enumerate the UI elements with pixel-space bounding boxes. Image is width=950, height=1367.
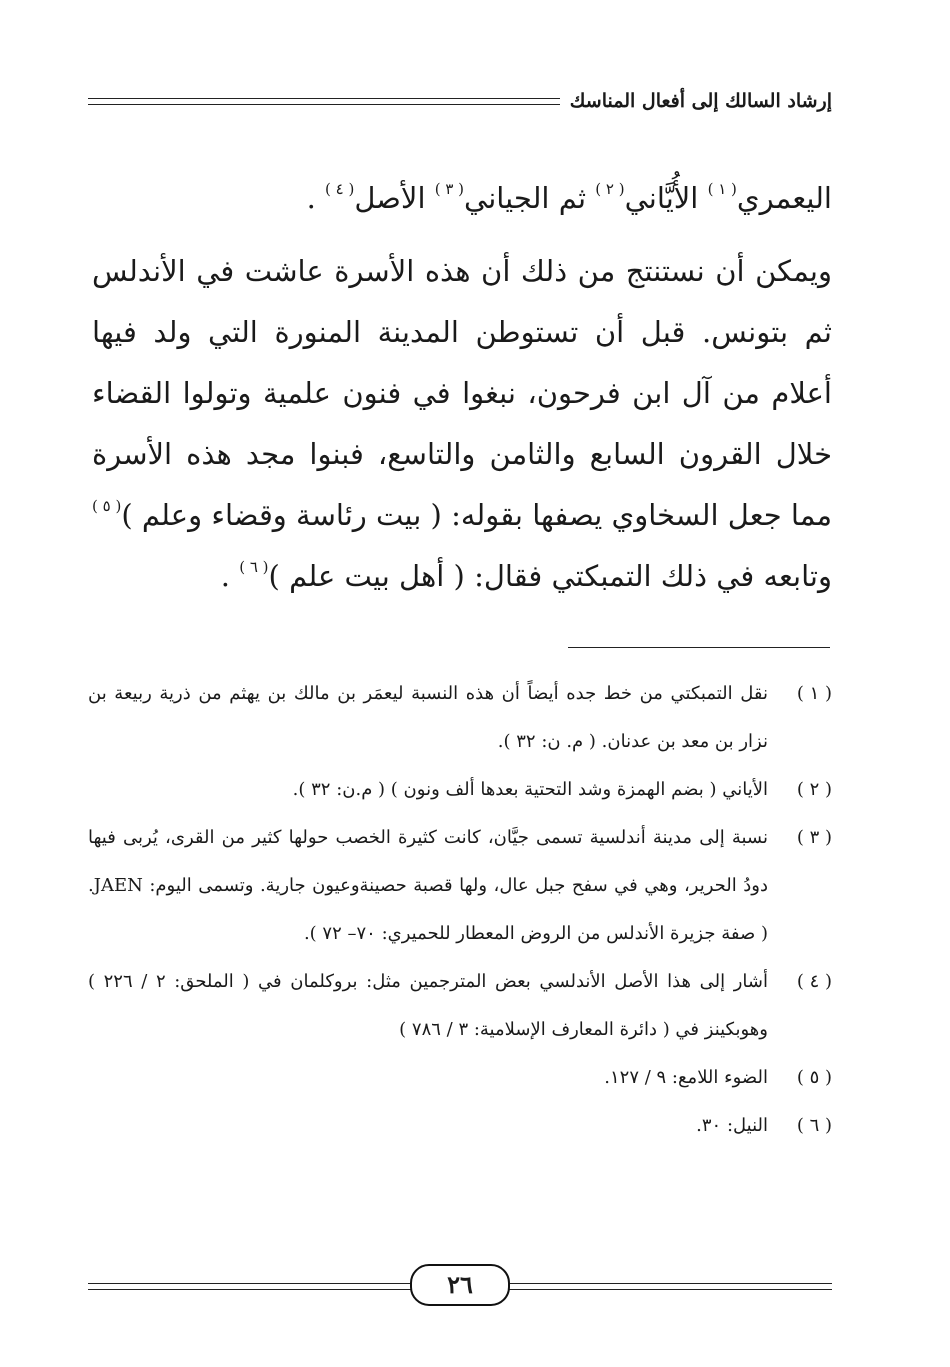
footnote-separator bbox=[568, 647, 830, 648]
p2-text-c: . bbox=[220, 559, 240, 593]
footnote-number: ( ٦ ) bbox=[796, 1115, 832, 1136]
footnote-number: ( ١ ) bbox=[796, 683, 832, 704]
p1-text-b: الأُيَّاني bbox=[624, 181, 708, 215]
p1-text-d: الأصل bbox=[354, 181, 435, 215]
page-number: ٢٦ bbox=[410, 1264, 510, 1306]
running-header bbox=[88, 84, 832, 118]
footnotes bbox=[88, 670, 832, 1150]
p2-text-a: ويمكن أن نستنتج من ذلك أن هذه الأسرة عاشت في الأندلس ثم بتونس. قبل أن تستوطن المدينة المنورة التي ولد فيها أعلام من آل ابن فرحون، نبغوا في فنون علمية وتولوا القضاء خلال القرون السابع والثامن والتاسع، فبنوا مجد هذه الأسرة مما جعل السخاوي يصفها بقوله: ( بيت رئاسة وقضاء وعلم ) bbox=[92, 254, 833, 532]
footnote-text: النيل: ٣٠. bbox=[696, 1115, 768, 1136]
footnote-item bbox=[88, 670, 832, 766]
p1-text-a: اليعمري bbox=[736, 181, 832, 215]
footnote-text: نقل التمبكتي من خط جده أيضاً أن هذه النسبة ليعمَر بن مالك بن يهثم من ذرية ربيعة بن نزار بن معد بن عدنان. ( م. ن: ٣٢ ). bbox=[88, 683, 768, 752]
footnote-ref-2: ( ٢ ) bbox=[595, 180, 625, 198]
book-title: إرشاد السالك إلى أفعال المناسك bbox=[569, 90, 832, 112]
main-text bbox=[92, 168, 832, 607]
footnote-ref-5: ( ٥ ) bbox=[92, 497, 122, 515]
footnote-text: الأياني ( بضم الهمزة وشد التحتية بعدها ألف ونون ) ( م.ن: ٣٢ ). bbox=[292, 779, 768, 800]
footnote-text: الضوء اللامع: ٩ / ١٢٧. bbox=[604, 1067, 768, 1088]
footnote-ref-6: ( ٦ ) bbox=[239, 558, 269, 576]
footnote-item bbox=[88, 958, 832, 1054]
footnote-ref-4: ( ٤ ) bbox=[325, 180, 355, 198]
p2-text-b: وتابعه في ذلك التمبكتي فقال: ( أهل بيت علم ) bbox=[268, 559, 832, 593]
footnote-number: ( ٣ ) bbox=[796, 827, 832, 848]
p1-text-e: . bbox=[306, 181, 325, 215]
footnote-text: نسبة إلى مدينة أندلسية تسمى جيَّان، كانت كثيرة الخصب حولها كثير من القرى، يُربى فيها دودُ الحرير، وهي في سفح جبل عال، ولها قصبة حصينةوعيون جارية. وتسمى اليوم: JAEN. ( صفة جزيرة الأندلس من الروض المعطار للحميري: ٧٠– ٧٢ ). bbox=[88, 827, 768, 944]
footnote-item bbox=[88, 1054, 832, 1102]
footnote-number: ( ٤ ) bbox=[796, 971, 832, 992]
footnote-number: ( ٢ ) bbox=[796, 779, 832, 800]
footnote-text: أشار إلى هذا الأصل الأندلسي بعض المترجمين مثل: بروكلمان في ( الملحق: ٢ / ٢٢٦ ) وهوبكينز في ( دائرة المعارف الإسلامية: ٣ / ٧٨٦ ) bbox=[88, 971, 768, 1040]
paragraph-2 bbox=[92, 241, 832, 607]
page-footer bbox=[88, 1264, 832, 1308]
header-rule bbox=[88, 98, 560, 105]
footnote-ref-1: ( ١ ) bbox=[707, 180, 737, 198]
footnote-ref-3: ( ٣ ) bbox=[434, 180, 465, 198]
footnote-item bbox=[88, 1102, 832, 1150]
footnote-item bbox=[88, 766, 832, 814]
footnote-item bbox=[88, 814, 832, 958]
footnote-number: ( ٥ ) bbox=[796, 1067, 832, 1088]
p1-text-c: ثم الجياني bbox=[464, 181, 596, 215]
paragraph-1 bbox=[92, 168, 832, 229]
